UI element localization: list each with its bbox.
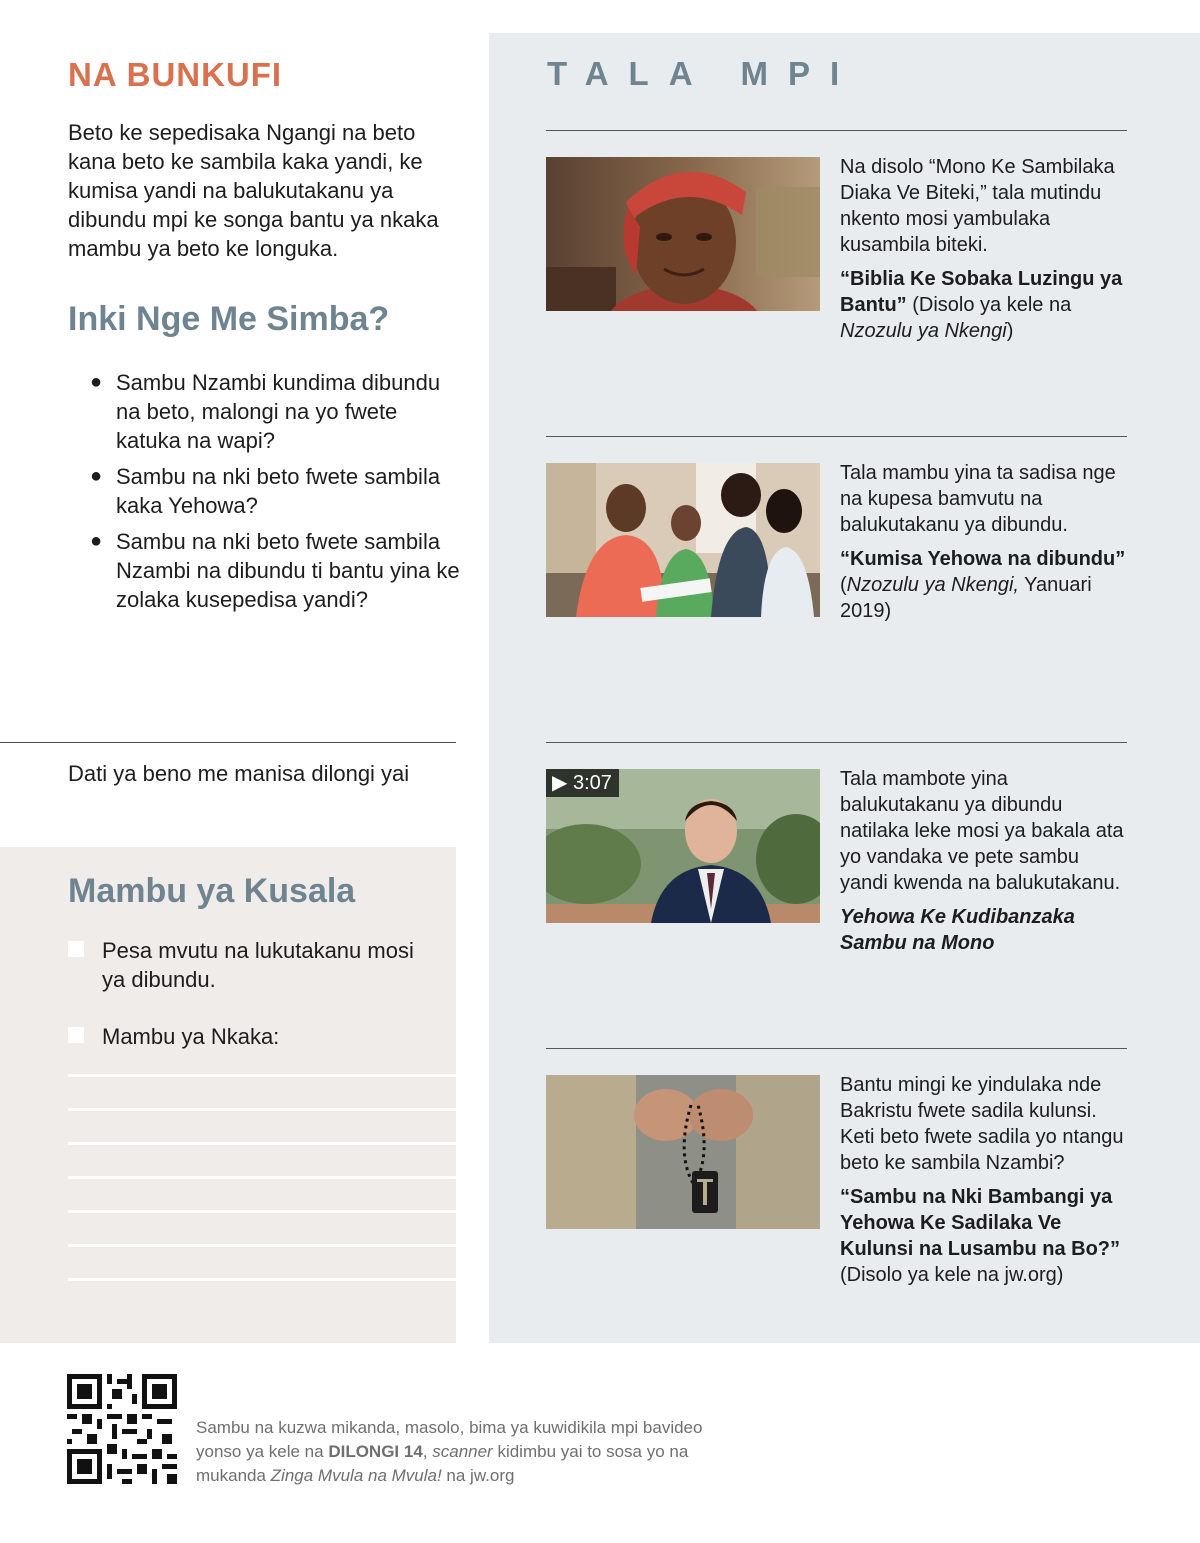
divider	[546, 1048, 1127, 1049]
entry-source: (Disolo ya kele na jw.org)	[840, 1264, 1064, 1286]
play-icon: ▶	[552, 772, 568, 794]
video-duration: 3:07	[572, 772, 612, 794]
goal-text: Mambu ya Nkaka:	[102, 1024, 280, 1049]
entry-title[interactable]: “Kumisa Yehowa na dibundu”	[840, 548, 1126, 570]
elderly-woman-photo[interactable]	[546, 157, 820, 311]
footer-text-part: na jw.org	[441, 1466, 515, 1485]
explore-entry-text	[840, 1072, 1130, 1288]
qr-code[interactable]	[67, 1374, 177, 1484]
explore-entry-text	[840, 460, 1130, 624]
review-question-text: Sambu na nki beto fwete sambila kaka Yehowa?	[116, 464, 441, 518]
entry-source: )	[1006, 320, 1014, 342]
footer-text-part: scanner	[432, 1442, 493, 1461]
review-question	[90, 527, 460, 614]
divider	[546, 130, 1127, 131]
review-questions-list	[90, 368, 460, 621]
explore-heading: TALA MPI	[547, 55, 860, 92]
explore-entry-text	[840, 766, 1130, 956]
writing-line[interactable]	[68, 1142, 456, 1145]
entry-source: (Disolo ya kele na	[906, 294, 1072, 316]
review-question-text: Sambu Nzambi kundima dibundu na beto, malongi na yo fwete katuka na wapi?	[116, 370, 441, 453]
man-video-photo[interactable]	[546, 769, 820, 923]
entry-description: Tala mambote yina balukutakanu ya dibundu natilaka leke mosi ya bakala ata yo vandaka ve pete sambu yandi kwenda na balukutakanu.	[840, 768, 1124, 894]
goal-text: Pesa mvutu na lukutakanu mosi ya dibundu.	[102, 938, 414, 992]
summary-heading: NA BUNKUFI	[68, 56, 283, 93]
entry-source: Yanuari 2019)	[840, 574, 1092, 622]
writing-line[interactable]	[68, 1176, 456, 1179]
review-question	[90, 368, 460, 455]
goal-item	[68, 1022, 438, 1051]
entry-source-publication: Nzozulu ya Nkengi	[840, 320, 1007, 342]
writing-line[interactable]	[68, 1108, 456, 1111]
writing-line[interactable]	[68, 1244, 456, 1247]
entry-title[interactable]: “Biblia Ke Sobaka Luzingu ya Bantu”	[840, 268, 1123, 316]
entry-title-link[interactable]	[840, 266, 1130, 344]
bullet-icon: ●	[90, 465, 103, 487]
goal-item	[68, 936, 438, 994]
entry-source-publication: Nzozulu ya Nkengi,	[846, 574, 1019, 596]
review-question-text: Sambu na nki beto fwete sambila Nzambi na dibundu ti bantu yina ke zolaka kusepedisa yandi?	[116, 529, 460, 612]
entry-title[interactable]: Yehowa Ke Kudibanzaka Sambu na Mono	[840, 906, 1075, 954]
footer-text-part: Sambu na kuzwa mikanda, masolo, bima ya kuwidikila mpi bavideo yonso ya kele na	[196, 1418, 703, 1461]
review-question	[90, 462, 460, 520]
summary-text: Beto ke sepedisaka Ngangi na beto kana beto ke sambila kaka yandi, ke kumisa yandi na balukutakanu ya dibundu mpi ke songa bantu ya nkaka mambu ya beto ke longuka.	[68, 120, 439, 261]
lesson-number: DILONGI 14	[328, 1442, 423, 1461]
writing-line[interactable]	[68, 1074, 456, 1077]
footer-text-part: kidimbu yai to sosa yo na mukanda	[196, 1442, 689, 1485]
bullet-icon: ●	[90, 530, 103, 552]
divider	[546, 742, 1127, 743]
entry-description: Bantu mingi ke yindulaka nde Bakristu fwete sadila kulunsi. Keti beto fwete sadila yo ntangu beto ke sambila Nzambi?	[840, 1074, 1124, 1174]
entry-title[interactable]: “Sambu na Nki Bambangi ya Yehowa Ke Sadilaka Ve Kulunsi na Lusambu na Bo?”	[840, 1186, 1121, 1260]
explore-entry-text	[840, 154, 1130, 344]
completion-date-label: Dati ya beno me manisa dilongi yai	[68, 761, 410, 786]
entry-source: (	[840, 574, 847, 596]
explore-panel	[489, 33, 1200, 1343]
checkbox[interactable]	[68, 1027, 84, 1043]
entry-title-link[interactable]	[840, 546, 1130, 624]
rosary-prayer-photo[interactable]	[546, 1075, 820, 1229]
writing-line[interactable]	[68, 1210, 456, 1213]
video-duration-badge[interactable]	[546, 769, 619, 797]
divider	[546, 436, 1127, 437]
family-study-photo[interactable]	[546, 463, 820, 617]
entry-description: Tala mambu yina ta sadisa nge na kupesa bamvutu na balukutakanu ya dibundu.	[840, 462, 1116, 536]
book-title: Zinga Mvula na Mvula!	[270, 1466, 442, 1485]
divider	[0, 742, 456, 743]
writing-line[interactable]	[68, 1278, 456, 1281]
checkbox[interactable]	[68, 941, 84, 957]
goals-heading: Mambu ya Kusala	[68, 872, 356, 910]
footer-text	[196, 1416, 716, 1488]
review-heading: Inki Nge Me Simba?	[68, 300, 390, 338]
bullet-icon: ●	[90, 371, 103, 393]
entry-description: Na disolo “Mono Ke Sambilaka Diaka Ve Biteki,” tala mutindu nkento mosi yambulaka kusambila biteki.	[840, 156, 1115, 256]
footer-text-part: ,	[422, 1442, 433, 1461]
goals-panel	[0, 847, 456, 1343]
